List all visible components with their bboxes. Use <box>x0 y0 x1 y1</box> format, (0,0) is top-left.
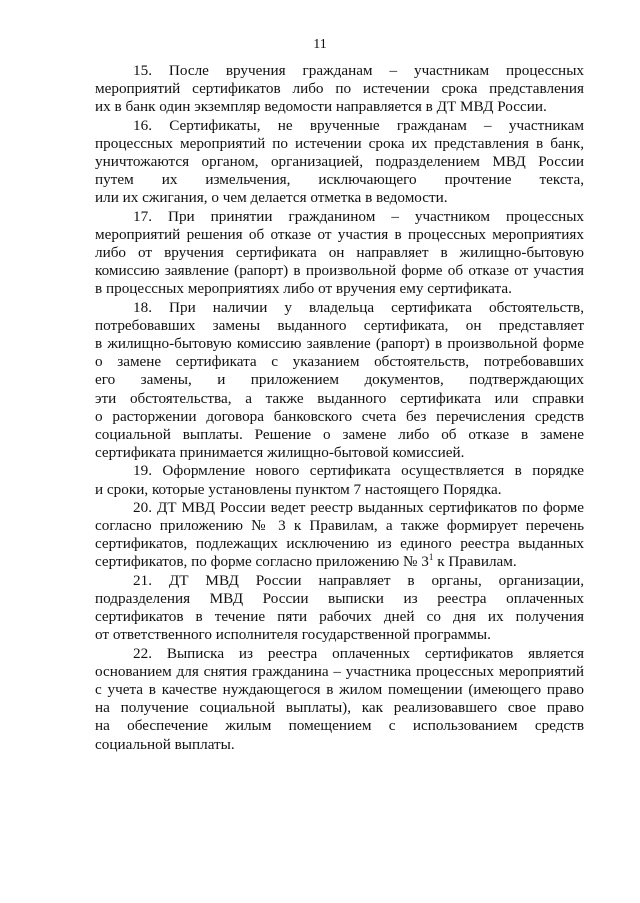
paragraph-line: потребовавших замены выданного сертификата, он представляет <box>95 316 584 334</box>
paragraph-line: с учета в качестве нуждающегося в жилом помещении (имеющего право <box>95 680 584 698</box>
paragraph-line-text: сертификатов, по форме согласно приложению № 3 <box>95 553 429 571</box>
paragraph-line: о расторжении договора банковского счета без перечисления средств <box>95 407 584 425</box>
paragraph-line: 15. После вручения гражданам – участникам процессных <box>133 62 584 79</box>
paragraph-line: на получение социальной выплаты), как реализовавшего свое право <box>95 699 584 717</box>
paragraph-21 <box>95 572 584 645</box>
paragraph-line: социальной выплаты. Решение о замене либо об отказе в замене <box>95 426 584 444</box>
paragraph-line: и сроки, которые установлены пунктом 7 настоящего Порядка. <box>95 480 502 498</box>
paragraph-16 <box>95 117 584 208</box>
paragraph-line: 19. Оформление нового сертификата осуществляется в порядке <box>133 462 584 480</box>
paragraph-line: сертификатов, подлежащих исключению из единого реестра выданных <box>95 535 584 553</box>
paragraph-line: о замене сертификата с указанием обстоятельств, потребовавших <box>95 353 584 371</box>
paragraph-line: сертификата принимается жилищно-бытовой комиссией. <box>95 444 465 462</box>
paragraph-line: уничтожаются органом, организацией, подразделением МВД России <box>95 153 584 171</box>
paragraph-line: или их сжигания, о чем делается отметка в ведомости. <box>95 189 448 207</box>
paragraph-17 <box>95 208 584 299</box>
paragraph-line: 22. Выписка из реестра оплаченных сертификатов является <box>133 644 584 662</box>
paragraph-line: либо от вручения сертификата он направляет в жилищно-бытовую <box>95 244 584 262</box>
paragraph-line: 21. ДТ МВД России направляет в органы, организации, <box>133 571 584 589</box>
paragraph-line: их в банк один экземпляр ведомости направляется в ДТ МВД России. <box>95 98 547 116</box>
paragraph-line: социальной выплаты. <box>95 735 235 753</box>
paragraph-20 <box>95 499 584 572</box>
paragraph-line: от ответственного исполнителя государственной программы. <box>95 626 491 644</box>
paragraph-line: 16. Сертификаты, не врученные гражданам – участникам <box>133 116 584 134</box>
paragraph-line: его замены, и приложением документов, подтверждающих <box>95 371 584 389</box>
paragraph-line: в жилищно-бытовую комиссию заявление (рапорт) в произвольной форме <box>95 335 584 353</box>
paragraph-line-text: к Правилам. <box>433 553 517 571</box>
paragraph-22 <box>95 645 584 754</box>
document-body <box>95 62 584 754</box>
paragraph-18 <box>95 299 584 463</box>
paragraph-line: мероприятий решения об отказе от участия в процессных мероприятиях <box>95 225 584 243</box>
paragraph-line: в процессных мероприятиях либо от вручения ему сертификата. <box>95 280 512 298</box>
paragraph-line: мероприятий сертификатов либо по истечении срока представления <box>95 80 584 98</box>
paragraph-line: сертификатов в течение пяти рабочих дней со дня их получения <box>95 608 584 626</box>
paragraph-line: на обеспечение жилым помещением с использованием средств <box>95 717 584 735</box>
paragraph-line: согласно приложению № 3 к Правилам, а также формирует перечень <box>95 517 584 535</box>
paragraph-line: путем их измельчения, исключающего прочтение текста, <box>95 171 584 189</box>
paragraph-line: подразделения МВД России выписки из реестра оплаченных <box>95 589 584 607</box>
paragraph-line: 17. При принятии гражданином – участником процессных <box>133 207 584 225</box>
superscript-mark: 1 <box>428 552 434 563</box>
paragraph-line: комиссию заявление (рапорт) в произвольной форме об отказе от участия <box>95 262 584 280</box>
paragraph-line: основанием для снятия гражданина – участника процессных мероприятий <box>95 662 584 680</box>
page-number: 11 <box>313 37 327 52</box>
paragraph-line <box>95 553 584 571</box>
paragraph-line: эти обстоятельства, а также выданного сертификата или справки <box>95 389 584 407</box>
paragraph-15 <box>95 62 584 117</box>
paragraph-line: процессных мероприятий по истечении срока их представления в банк, <box>95 134 584 152</box>
paragraph-line: 20. ДТ МВД России ведет реестр выданных сертификатов по форме <box>133 498 584 516</box>
paragraph-line: 18. При наличии у владельца сертификата обстоятельств, <box>133 298 584 316</box>
paragraph-19 <box>95 462 584 498</box>
